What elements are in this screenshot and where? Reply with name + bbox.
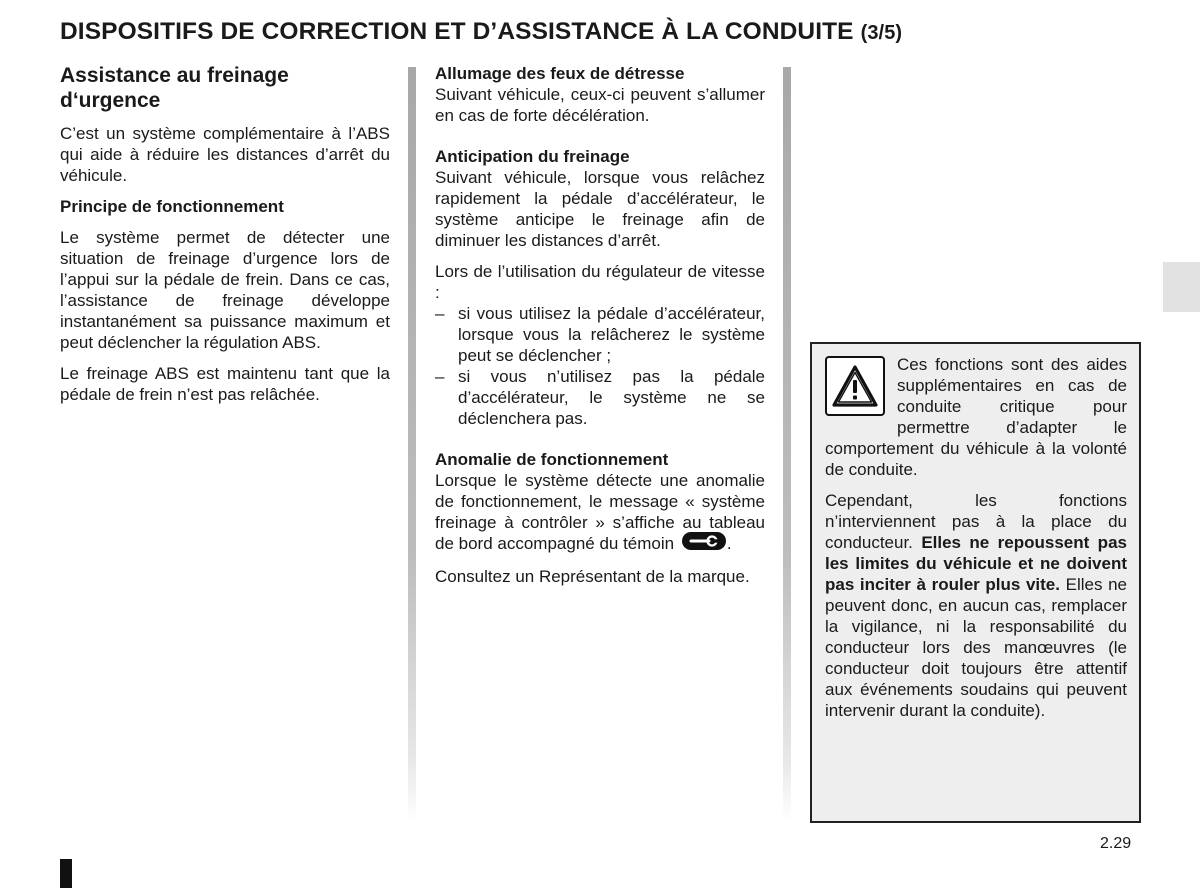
anomaly-end: . xyxy=(726,534,732,553)
hazard-heading: Allumage des feux de détresse xyxy=(435,64,685,83)
list-item: – si vous utilisez la pédale d’accélérateur, lorsque vous la relâcherez le système peut se déclencher ; xyxy=(435,303,765,366)
abs-paragraph: Le freinage ABS est maintenu tant que la pédale de frein n’est pas relâchée. xyxy=(60,364,390,404)
list-item: – si vous n’utilisez pas la pédale d’accélérateur, le système ne se déclenchera pas. xyxy=(435,366,765,429)
anomaly-heading: Anomalie de fonctionnement xyxy=(435,450,669,469)
page-part-indicator: (3/5) xyxy=(860,22,903,44)
consult-paragraph: Consultez un Représentant de la marque. xyxy=(435,566,750,586)
cruise-intro: Lors de l’utilisation du régulateur de vitesse : xyxy=(435,262,765,302)
warning-paragraph-1: Ces fonctions sont des aides supplémentaires en cas de conduite critique pour permettre d’adapter le comportement du véhicule à la volonté de conduite. xyxy=(825,355,1127,479)
page-number: 2.29 xyxy=(1100,835,1132,852)
page-title-text: DISPOSITIFS DE CORRECTION ET D’ASSISTANCE À LA CONDUITE xyxy=(60,18,854,45)
warning-text: Cependant, les fonctions n’interviennent pas à la place du conducteur. xyxy=(825,491,1127,552)
column-separator xyxy=(783,67,791,822)
cruise-list xyxy=(435,303,765,429)
anomaly-text: Lorsque le système détecte une anomalie de fonctionnement, le message « système freinage à contrôler » s’affiche au tableau de bord accompagné du témoin xyxy=(435,471,765,553)
section-title: Assistance au freinage d‘urgence xyxy=(60,64,289,112)
warning-paragraph-2 xyxy=(825,490,1127,721)
column-left xyxy=(60,63,390,415)
anticipation-heading: Anticipation du freinage xyxy=(435,147,630,166)
principle-heading: Principe de fonctionnement xyxy=(60,197,284,216)
wrench-warning-light-icon xyxy=(681,531,727,556)
principle-paragraph: Le système permet de détecter une situation de freinage d’urgence lors de l’appui sur la pédale de frein. Dans ce cas, l’assistance de freinage développe instantanément sa puissance maximum et peut déclencher la régulation ABS. xyxy=(60,228,390,352)
anomaly-paragraph xyxy=(435,470,765,556)
column-middle xyxy=(435,63,765,597)
warning-box xyxy=(810,342,1141,823)
intro-paragraph: C’est un système complémentaire à l’ABS qui aide à réduire les distances d’arrêt du véhicule. xyxy=(60,124,390,185)
corner-mark xyxy=(60,859,72,888)
anticipation-paragraph: Suivant véhicule, lorsque vous relâchez rapidement la pédale d’accélérateur, le système anticipe le freinage afin de diminuer les distances d’arrêt. xyxy=(435,168,765,250)
page-title xyxy=(60,18,1160,46)
column-separator xyxy=(408,67,416,822)
chapter-tab xyxy=(1163,262,1200,312)
hazard-paragraph: Suivant véhicule, ceux-ci peuvent s’allumer en cas de forte décélération. xyxy=(435,85,765,125)
warning-text: Elles ne peuvent donc, en aucun cas, remplacer la vigilance, ni la responsabilité du conducteur lors des manœuvres (le conducteur doit toujours être attentif aux événements soudains qui peuvent intervenir durant la conduite). xyxy=(825,575,1127,720)
warning-triangle-icon xyxy=(825,356,885,416)
warning-emphasis: Elles ne repoussent pas les limites du véhicule et ne doivent pas inciter à rouler plus vite. xyxy=(825,533,1127,594)
